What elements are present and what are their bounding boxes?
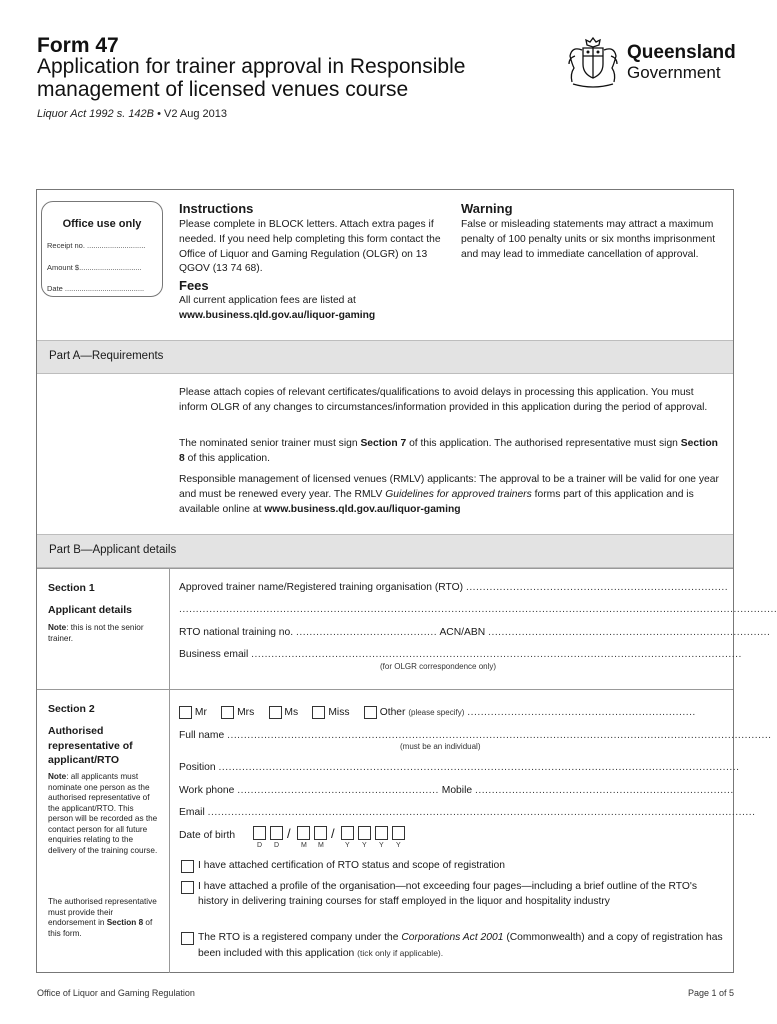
full-name-field[interactable]: Full name .................................................................................................................................................................. <box>179 730 772 741</box>
dob-label-y: Y <box>345 842 350 849</box>
organisation-profile-label: I have attached a profile of the organisation—not exceeding four pages—including a brief outline of the RTO's history in delivering training courses for staff employed in the liquor and hospitality industry <box>198 881 698 907</box>
para2-text-e: of this application. <box>184 452 271 464</box>
dob-slash: / <box>287 826 291 841</box>
registered-company-checkbox[interactable] <box>181 932 194 945</box>
warning-heading: Warning <box>461 201 513 216</box>
page-number: Page 1 of 5 <box>687 988 734 998</box>
coat-of-arms-icon <box>563 34 623 90</box>
position-label: Position <box>179 762 216 773</box>
logo-name: Queensland <box>627 42 736 63</box>
part-a-title: Requirements <box>91 350 164 362</box>
email-field[interactable]: Email ................................................................................................................................................................... <box>179 807 756 818</box>
rto-number-input[interactable]: .......................................... <box>295 627 438 638</box>
full-name-hint: (must be an individual) <box>400 742 481 751</box>
section2-title: Authorised representative of applicant/RTO <box>48 725 133 766</box>
fees-text <box>179 294 447 324</box>
acn-abn-input[interactable]: .................................................................................... <box>488 627 771 638</box>
check3-act: Corporations Act 2001 <box>401 932 504 943</box>
note2-section8: Section 8 <box>106 918 144 927</box>
receipt-field[interactable]: Receipt no. ............................ <box>47 241 146 250</box>
miss-checkbox[interactable] <box>312 706 325 719</box>
part-a-para-3 <box>179 473 719 517</box>
section2-note <box>48 772 158 856</box>
mobile-input[interactable]: ............................................................................. <box>474 785 734 796</box>
rto-certification-checkbox[interactable] <box>181 860 194 873</box>
dob-month-1[interactable] <box>297 826 310 840</box>
dob-year-4[interactable] <box>392 826 405 840</box>
mr-label: Mr <box>194 707 207 719</box>
trainer-name-field-line2[interactable]: .................................................................................................................................................................................. <box>179 604 777 615</box>
title-mr[interactable] <box>179 707 207 718</box>
note-label: Note <box>48 623 67 632</box>
title-miss[interactable] <box>312 707 349 718</box>
fees-heading: Fees <box>179 278 209 293</box>
part-a-para-2 <box>179 437 719 467</box>
queensland-government-logo <box>563 34 738 90</box>
para3-link[interactable]: www.business.qld.gov.au/liquor-gaming <box>264 503 461 515</box>
bullet: • <box>157 108 161 120</box>
column-divider <box>169 568 170 689</box>
rto-certification-label: I have attached certification of RTO status and scope of registration <box>198 860 505 871</box>
part-b-dash: — <box>80 544 93 556</box>
part-a-dash: — <box>80 350 92 362</box>
office-use-title: Office use only <box>62 218 142 230</box>
footer-organisation: Office of Liquor and Gaming Regulation <box>37 988 195 998</box>
fees-text-line: All current application fees are listed at <box>179 295 356 306</box>
version: V2 Aug 2013 <box>164 108 228 120</box>
para3-guidelines: Guidelines for approved trainers <box>385 488 532 500</box>
title-other[interactable]: Other (please specify) .................................................................... <box>364 707 696 718</box>
column-divider <box>169 689 170 973</box>
mr-checkbox[interactable] <box>179 706 192 719</box>
full-name-label: Full name <box>179 730 225 741</box>
title-mrs[interactable] <box>221 707 254 718</box>
page-title <box>37 55 537 101</box>
part-b-header <box>37 534 733 568</box>
dob-day-1[interactable] <box>253 826 266 840</box>
trainer-name-field[interactable]: Approved trainer name/Registered training organisation (RTO) .............................................................................. <box>179 582 729 593</box>
para2-section7: Section 7 <box>360 438 407 449</box>
para2-text-c: of this application. The authorised representative must sign <box>406 438 681 449</box>
dob-month-2[interactable] <box>314 826 327 840</box>
act-reference <box>37 108 227 120</box>
section1-note <box>48 623 158 644</box>
check3-hint: (tick only if applicable). <box>357 947 444 958</box>
part-a-header <box>37 340 733 374</box>
mobile-label: Mobile <box>441 785 473 796</box>
section1-title: Applicant details <box>48 604 133 616</box>
dob-slash: / <box>331 826 335 841</box>
form-number: Form 47 <box>37 34 119 57</box>
work-phone-input[interactable]: ............................................................ <box>237 785 439 796</box>
fees-link[interactable]: www.business.qld.gov.au/liquor-gaming <box>179 309 376 321</box>
phone-row <box>179 785 734 796</box>
business-email-field[interactable]: Business email .................................................................................................................................................. <box>179 649 742 660</box>
part-b-title: Applicant details <box>92 544 177 556</box>
dob-label-y: Y <box>396 842 401 849</box>
section1-number: Section 1 <box>48 582 95 594</box>
title-options <box>179 706 724 719</box>
note-text: : all applicants must nominate one person as the authorised representative of the applicant/RTO. This person will be recorded as the contact person for all future enquiries relating to the delivery of the training course. <box>48 772 158 855</box>
position-field[interactable]: Position ........................................................................................................................................................... <box>179 762 740 773</box>
dob-label-m: M <box>301 842 307 849</box>
dob-label-y: Y <box>379 842 384 849</box>
para2-text-a: The nominated senior trainer must sign <box>179 438 361 449</box>
other-label: Other <box>379 707 406 719</box>
registered-company-label <box>198 931 723 962</box>
logo-government: Government <box>627 63 721 82</box>
check3-text-a: The RTO is a registered company under the <box>198 932 402 943</box>
business-email-label: Business email <box>179 649 249 660</box>
para3-text-c: forms part of this application and is available online at <box>179 488 694 515</box>
email-hint: (for OLGR correspondence only) <box>380 662 497 671</box>
dob-label-y: Y <box>362 842 367 849</box>
other-hint: (please specify) <box>408 708 465 718</box>
dob-label-d: D <box>274 842 280 849</box>
organisation-profile-checkbox[interactable] <box>181 881 194 894</box>
note-text: : this is not the senior trainer. <box>48 623 144 643</box>
email-label: Email <box>179 807 205 818</box>
note2-text-c: of this form. <box>48 918 153 938</box>
dob-label-m: M <box>318 842 324 849</box>
dob-label: Date of birth <box>179 830 236 841</box>
instructions-text: Please complete in BLOCK letters. Attach extra pages if needed. If you need help completing this form contact the Office of Liquor and Gaming Regulation (OLGR) on 13 QGOV (13 74 68). <box>179 219 441 275</box>
ms-label: Ms <box>284 707 299 719</box>
part-b-label: Part B <box>49 544 81 556</box>
trainer-name-label: Approved trainer name/Registered training organisation (RTO) <box>179 582 464 593</box>
acn-abn-label: ACN/ABN <box>439 627 486 638</box>
rto-number-label: RTO national training no. <box>179 627 294 638</box>
part-a-label: Part A <box>49 350 81 362</box>
dob-year-3[interactable] <box>375 826 388 840</box>
para3-text-a: Responsible management of licensed venues (RMLV) applicants: The approval to be a trainer will be valid for one year and must be renewed every year. The RMLV <box>179 474 719 500</box>
divider <box>37 689 733 690</box>
ms-checkbox[interactable] <box>269 706 282 719</box>
title-line-1: Application for trainer approval in Responsible <box>37 55 466 78</box>
part-a-para-1: Please attach copies of relevant certificates/qualifications to avoid delays in processing this application. You must inform OLGR of any changes to circumstances/information provided in this application during the period of approval. <box>179 387 708 413</box>
divider <box>37 568 733 569</box>
rto-acn-row <box>179 627 771 638</box>
dob-day-2[interactable] <box>270 826 283 840</box>
mrs-checkbox[interactable] <box>221 706 234 719</box>
section2-note-2 <box>48 897 158 939</box>
work-phone-label: Work phone <box>179 785 235 796</box>
date-field[interactable]: Date ...................................... <box>47 284 145 293</box>
dob-year-2[interactable] <box>358 826 371 840</box>
note-label: Note <box>48 772 67 781</box>
mrs-label: Mrs <box>237 707 255 719</box>
instructions-heading: Instructions <box>179 201 254 216</box>
miss-label: Miss <box>328 707 350 719</box>
section2-number: Section 2 <box>48 703 95 715</box>
amount-field[interactable]: Amount $.............................. <box>47 263 142 272</box>
other-checkbox[interactable] <box>364 706 377 719</box>
check3-text-c: (Commonwealth) and a copy of registration has been included with this application <box>198 932 723 959</box>
title-ms[interactable] <box>269 707 299 718</box>
dob-year-1[interactable] <box>341 826 354 840</box>
para2-section8: Section 8 <box>179 438 718 464</box>
warning-text: False or misleading statements may attract a maximum penalty of 100 penalty units or six months imprisonment and may lead to immediate cancellation of approval. <box>461 219 716 260</box>
dob-label-d: D <box>257 842 263 849</box>
title-line-2: management of licensed venues course <box>37 78 409 101</box>
dob-input[interactable] <box>250 826 410 852</box>
note2-text-a: The authorised representative must provide their endorsement in <box>48 897 157 927</box>
act-ref: Liquor Act 1992 s. 142B <box>37 108 155 120</box>
